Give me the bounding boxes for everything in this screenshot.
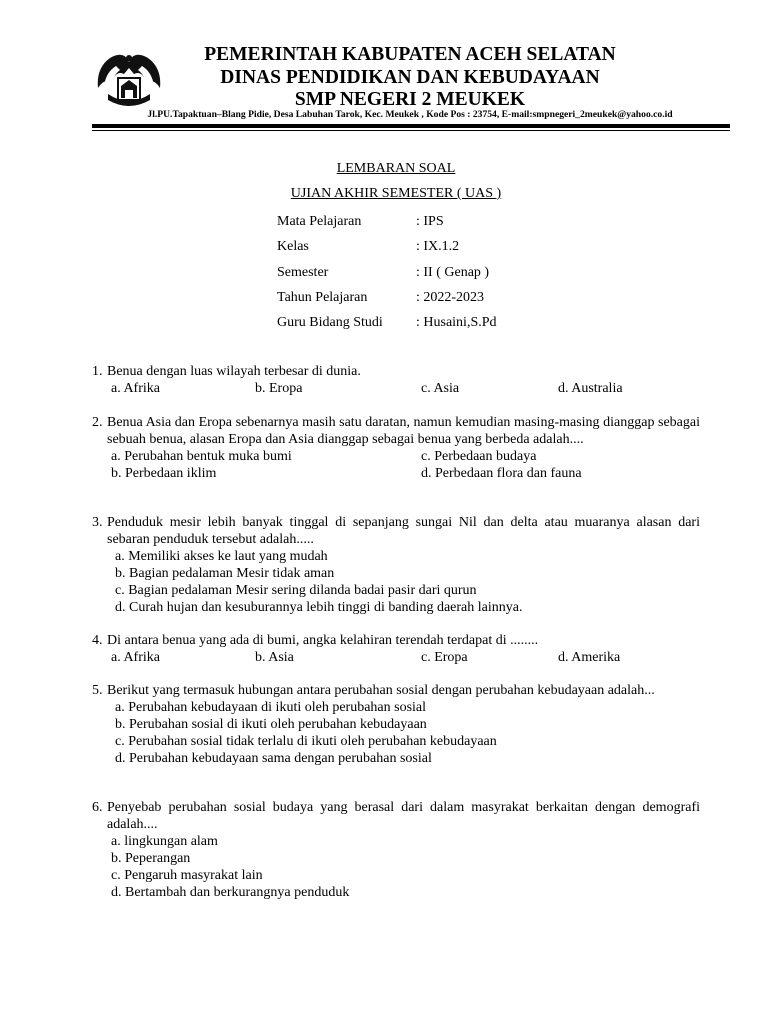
options-list (92, 548, 700, 616)
letterhead-divider-thin (92, 130, 730, 131)
question-number: 1. (92, 364, 103, 379)
question-stem (92, 632, 700, 649)
question-text: Benua dengan luas wilayah terbesar di dunia. (107, 364, 361, 379)
question-3 (92, 514, 700, 616)
letterhead-school-name: SMP NEGERI 2 MEUKEK (294, 89, 526, 110)
info-value: : 2022-2023 (416, 289, 485, 305)
option-d: d. Bertambah dan berkurangnya penduduk (111, 885, 350, 900)
options-row (92, 649, 700, 666)
info-label: Tahun Pelajaran (277, 289, 368, 305)
info-label: Mata Pelajaran (277, 214, 362, 229)
question-stem (92, 363, 700, 380)
question-text: Penyebab perubahan sosial budaya yang berasal dari dalam masyrakat berkaitan dengan demografi adalah.... (107, 800, 700, 832)
exam-title: UJIAN AKHIR SEMESTER ( UAS ) (290, 186, 502, 201)
letterhead-divider-thick (92, 124, 730, 128)
question-number: 5. (92, 683, 103, 698)
question-text: Berikut yang termasuk hubungan antara perubahan sosial dengan perubahan kebudayaan adalah... (107, 683, 655, 698)
option-b: b. Perubahan sosial di ikuti oleh perubahan kebudayaan (115, 717, 427, 732)
option-a: a. Perubahan bentuk muka bumi (111, 449, 292, 464)
letterhead-government: PEMERINTAH KABUPATEN ACEH SELATAN (204, 44, 616, 65)
question-text: Di antara benua yang ada di bumi, angka kelahiran terendah terdapat di ........ (107, 633, 539, 648)
options-list (92, 833, 700, 901)
info-label: Guru Bidang Studi (277, 315, 383, 331)
option-c: c. Pengaruh masyrakat lain (111, 868, 263, 883)
option-d: d. Perbedaan flora dan fauna (421, 466, 582, 481)
question-6 (92, 799, 700, 901)
option-a: a. Afrika (111, 381, 160, 396)
question-stem (92, 414, 700, 448)
letterhead-address: Jl.PU.Tapaktuan–Blang Pidie, Desa Labuhan Tarok, Kec. Meukek , Kode Pos : 23754, E-mail:smpnegeri_2meukek@yahoo.co.id (147, 109, 673, 120)
option-c: c. Perubahan sosial tidak terlalu di ikuti oleh perubahan kebudayaan (115, 734, 497, 749)
letterhead (147, 44, 673, 120)
question-number: 2. (92, 415, 103, 430)
info-value: : II ( Genap ) (416, 264, 490, 280)
option-c: c. Perbedaan budaya (421, 449, 537, 464)
option-a: a. Memiliki akses ke laut yang mudah (115, 549, 328, 564)
info-label: Semester (277, 264, 329, 280)
question-text: Penduduk mesir lebih banyak tinggal di sepanjang sungai Nil dan delta atau muaranya alasan dari sebaran penduduk tersebut adalah..... (107, 515, 700, 547)
question-stem (92, 514, 700, 548)
question-4 (92, 632, 700, 666)
options-row (92, 380, 700, 397)
option-b: b. Perbedaan iklim (111, 466, 217, 481)
question-stem (92, 799, 700, 833)
info-value: : IX.1.2 (416, 239, 460, 255)
option-b: b. Peperangan (111, 851, 191, 866)
option-a: a. Perubahan kebudayaan di ikuti oleh perubahan sosial (115, 700, 427, 715)
letterhead-department: DINAS PENDIDIKAN DAN KEBUDAYAAN (220, 66, 600, 88)
option-b: b. Asia (255, 650, 294, 665)
option-b: b. Bagian pedalaman Mesir tidak aman (115, 566, 335, 581)
options-row (92, 448, 700, 465)
option-b: b. Eropa (255, 381, 303, 396)
option-c: c. Asia (421, 381, 460, 396)
question-2 (92, 414, 700, 482)
options-list (92, 699, 700, 767)
option-c: c. Eropa (421, 650, 468, 665)
info-label: Kelas (277, 239, 309, 255)
question-5 (92, 682, 700, 767)
option-a: a. Afrika (111, 650, 160, 665)
option-d: d. Perubahan kebudayaan sama dengan perubahan sosial (115, 751, 432, 766)
info-value: : Husaini,S.Pd (416, 315, 497, 331)
document-title: LEMBARAN SOAL (336, 161, 456, 176)
question-text: Benua Asia dan Eropa sebenarnya masih satu daratan, namun kemudian masing-masing dianggap sebagai sebuah benua, alasan Eropa dan Asia dianggap sebagai benua yang berbeda adalah.... (107, 415, 700, 447)
option-a: a. lingkungan alam (111, 834, 218, 849)
option-d: d. Curah hujan dan kesuburannya lebih tinggi di banding daerah lainnya. (115, 600, 523, 615)
option-d: d. Australia (558, 381, 623, 396)
option-c: c. Bagian pedalaman Mesir sering dilanda badai pasir dari qurun (115, 583, 477, 598)
question-number: 4. (92, 633, 103, 648)
question-stem (92, 682, 700, 699)
options-row (92, 465, 700, 482)
question-1 (92, 363, 700, 397)
info-value: : IPS (416, 214, 444, 229)
option-d: d. Amerika (558, 650, 621, 665)
question-number: 3. (92, 515, 103, 530)
question-number: 6. (92, 800, 103, 815)
